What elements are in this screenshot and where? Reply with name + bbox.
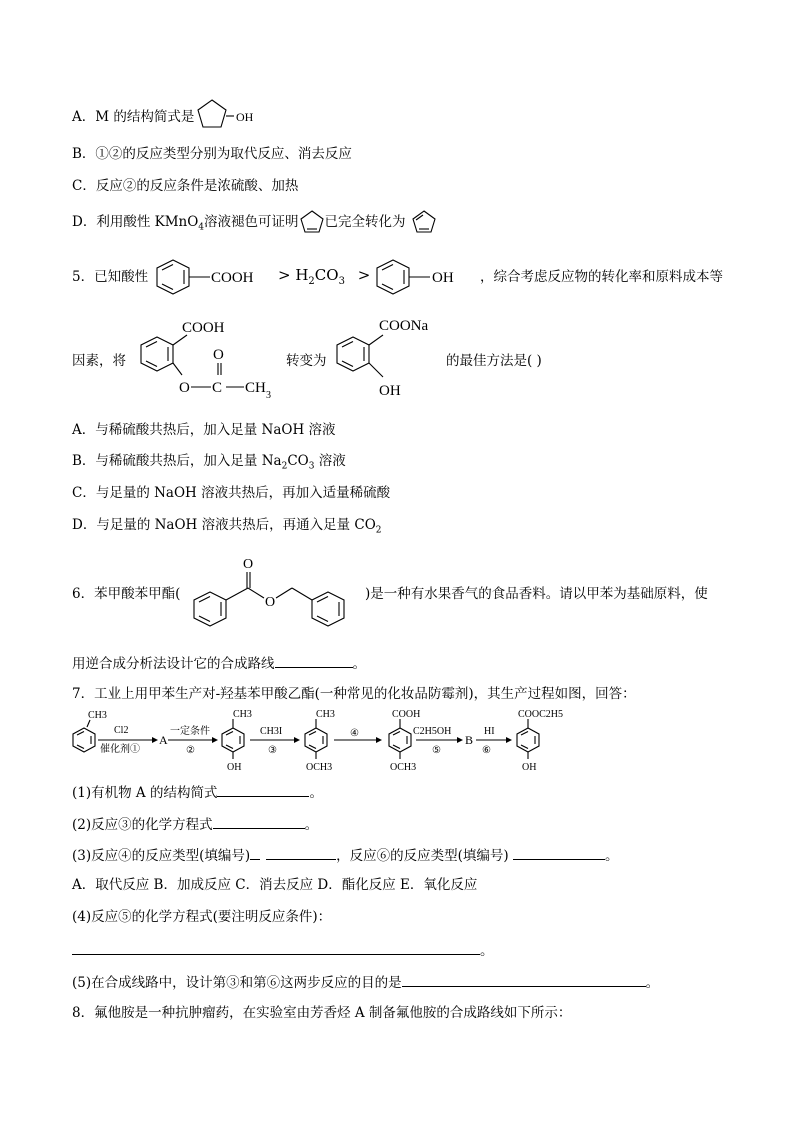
q7-sub3-blank-a[interactable] [250, 845, 260, 860]
q7-choices: A．取代反应 B．加成反应 C．消去反应 D．酯化反应 E．氧化反应 [72, 877, 478, 893]
scheme-ester-group: COOC2H5 [518, 709, 564, 720]
q5-h-sub: 2 [308, 276, 315, 287]
benzyl-benzoate-structure [188, 556, 368, 628]
cyclopentene-structure-1 [300, 209, 326, 235]
scheme-toluene-ch3: CH3 [88, 710, 107, 721]
q5-reactant-ch: CH [245, 380, 266, 396]
q5-phenol-oh: OH [432, 270, 454, 286]
q7-stem: 7．工业上用甲苯生产对-羟基苯甲酸乙酯(一种常见的化妆品防霉剂)，其生产过程如图，回答： [72, 686, 636, 702]
q5-product-coona: COONa [379, 318, 429, 334]
q5-cooh-label: COOH [211, 270, 254, 286]
q7-sub4: (4)反应⑤的化学方程式(要注明反应条件)： [72, 909, 332, 925]
q6-line2-text: 用逆合成分析法设计它的合成路线 [72, 656, 275, 672]
scheme-step2: ② [186, 745, 195, 756]
q7-sub5-blank[interactable] [402, 972, 646, 987]
q4-oh-label: OH [236, 110, 254, 124]
q4-option-a [72, 108, 194, 126]
q4-d-sub: 4 [198, 222, 205, 233]
q4-d-part2: 溶液褪色可证明 [204, 214, 299, 230]
q5-b-part3: 溶液 [314, 453, 346, 469]
cyclopentanol-structure [196, 98, 266, 132]
q5-option-d [72, 516, 382, 540]
q6-stem-suffix: )是一种有水果香气的食品香料。请以甲苯为基础原料，使 [365, 586, 708, 602]
q5-reactant-cooh: COOH [182, 320, 225, 336]
q5-b-part1: B．与稀硫酸共热后，加入足量 Na [72, 453, 282, 469]
q5-acid-comparison [278, 266, 370, 291]
scheme-step4: ④ [350, 728, 359, 739]
q5-option-c: C．与足量的 NaOH 溶液共热后，再加入适量稀硫酸 [72, 485, 391, 501]
scheme-cresol-oh: OH [227, 762, 242, 773]
scheme-acid-cooh: COOH [392, 709, 421, 720]
q5-gt-h: > H [278, 266, 309, 284]
q4-option-a-text: A．M 的结构简式是 [72, 109, 195, 125]
q4-d-part1: D．利用酸性 KMnO [72, 214, 199, 230]
scheme-ester-oh: OH [522, 762, 537, 773]
q7-sub2-end: 。 [304, 817, 319, 833]
q5-option-a: A．与稀硫酸共热后，加入足量 NaOH 溶液 [72, 422, 336, 438]
q8-stem: 8．氟他胺是一种抗肿瘤药，在实验室由芳香烃 A 制备氟他胺的合成路线如下所示： [72, 1005, 572, 1021]
q5-line2-mid: 转变为 [286, 353, 327, 369]
q5-co: CO [314, 266, 339, 284]
q5-stem-prefix: 5．已知酸性 [72, 269, 149, 285]
q6-line2 [72, 653, 366, 673]
q7-sub3-end: 。 [605, 848, 619, 864]
scheme-anisole-och3: OCH3 [306, 762, 333, 773]
scheme-step5: ⑤ [432, 745, 441, 756]
q7-sub4-end: 。 [480, 943, 494, 959]
scheme-ethanol: C2H5OH [413, 726, 452, 737]
q7-sub4-blank[interactable] [72, 940, 480, 955]
q7-sub3-blank-c[interactable] [513, 845, 605, 860]
q5-b-sub1: 2 [281, 461, 288, 472]
q6-stem-prefix: 6．苯甲酸苯甲酯( [72, 586, 181, 602]
q7-sub3-text1: (3)反应④的反应类型(填编号) [72, 848, 251, 864]
q4-option-b: B．①②的反应类型分别为取代反应、消去反应 [72, 146, 352, 162]
q5-b-part2: CO [287, 453, 309, 469]
q5-line2-prefix: 因素，将 [72, 353, 126, 369]
q6-line2-end: 。 [352, 656, 366, 672]
q5-reactant-ester-o: O [179, 380, 190, 396]
q7-sub3 [72, 845, 619, 865]
q7-sub4-answer [72, 940, 494, 960]
q5-gt-2: > [357, 266, 371, 284]
q5-reactant-c: C [212, 380, 223, 396]
q7-sub3-blank-b[interactable] [266, 845, 336, 860]
q5-reactant-carbonyl-o: O [213, 347, 224, 363]
q4-d-part3: 已完全转化为 [324, 214, 406, 230]
q7-sub2-text: (2)反应③的化学方程式 [72, 817, 213, 833]
scheme-condition: 一定条件 [170, 726, 210, 737]
scheme-step6: ⑥ [482, 745, 491, 756]
phenol-structure [375, 258, 470, 296]
q5-line2-suffix: 的最佳方法是( ) [446, 353, 542, 369]
q5-co-sub: 3 [338, 276, 345, 287]
q7-sub1-text: (1)有机物 A 的结构简式 [72, 785, 218, 801]
scheme-catalyst: 催化剂① [100, 744, 140, 755]
q6-ester-o: O [265, 595, 276, 610]
q7-sub5 [72, 972, 659, 992]
scheme-ch3i: CH3I [260, 726, 283, 737]
sodium-salicylate-structure [328, 315, 448, 403]
q5-b-sub2: 3 [308, 461, 315, 472]
q5-d-sub: 2 [375, 525, 382, 536]
q6-answer-blank[interactable] [275, 653, 353, 668]
q7-sub5-end: 。 [645, 975, 660, 991]
q7-sub2-blank[interactable] [213, 814, 305, 829]
scheme-hi: HI [484, 726, 495, 737]
q7-synthesis-scheme [70, 706, 590, 778]
q4-option-d [72, 213, 406, 237]
q6-carbonyl-o: O [243, 557, 254, 572]
q5-product-oh: OH [379, 383, 401, 399]
q5-reactant-ch-sub: 3 [266, 390, 271, 401]
q4-option-c: C．反应②的反应条件是浓硫酸、加热 [72, 178, 299, 194]
scheme-acid-och3: OCH3 [390, 762, 417, 773]
q7-sub5-text: (5)在合成线路中，设计第③和第⑥这两步反应的目的是 [72, 975, 402, 991]
cyclopentadiene-structure [412, 209, 438, 235]
q7-sub1-end: 。 [309, 785, 323, 801]
scheme-b: B [465, 733, 474, 747]
benzoic-acid-structure [155, 258, 270, 296]
q5-stem-suffix: ，综合考虑反应物的转化率和原料成本等 [480, 269, 723, 285]
scheme-anisole-ch3: CH3 [316, 709, 335, 720]
scheme-cresol-ch3: CH3 [233, 709, 252, 720]
scheme-cl2: Cl2 [114, 725, 129, 736]
q7-sub1 [72, 782, 323, 802]
q7-sub2 [72, 814, 318, 834]
aspirin-structure [132, 315, 282, 410]
q5-d-part1: D．与足量的 NaOH 溶液共热后，再通入足量 CO [72, 517, 376, 533]
q7-sub1-blank[interactable] [217, 782, 309, 797]
scheme-a: A [159, 733, 168, 747]
q5-option-b [72, 452, 346, 476]
scheme-step3: ③ [268, 745, 277, 756]
q7-sub3-text2: ，反应⑥的反应类型(填编号) [336, 848, 509, 864]
